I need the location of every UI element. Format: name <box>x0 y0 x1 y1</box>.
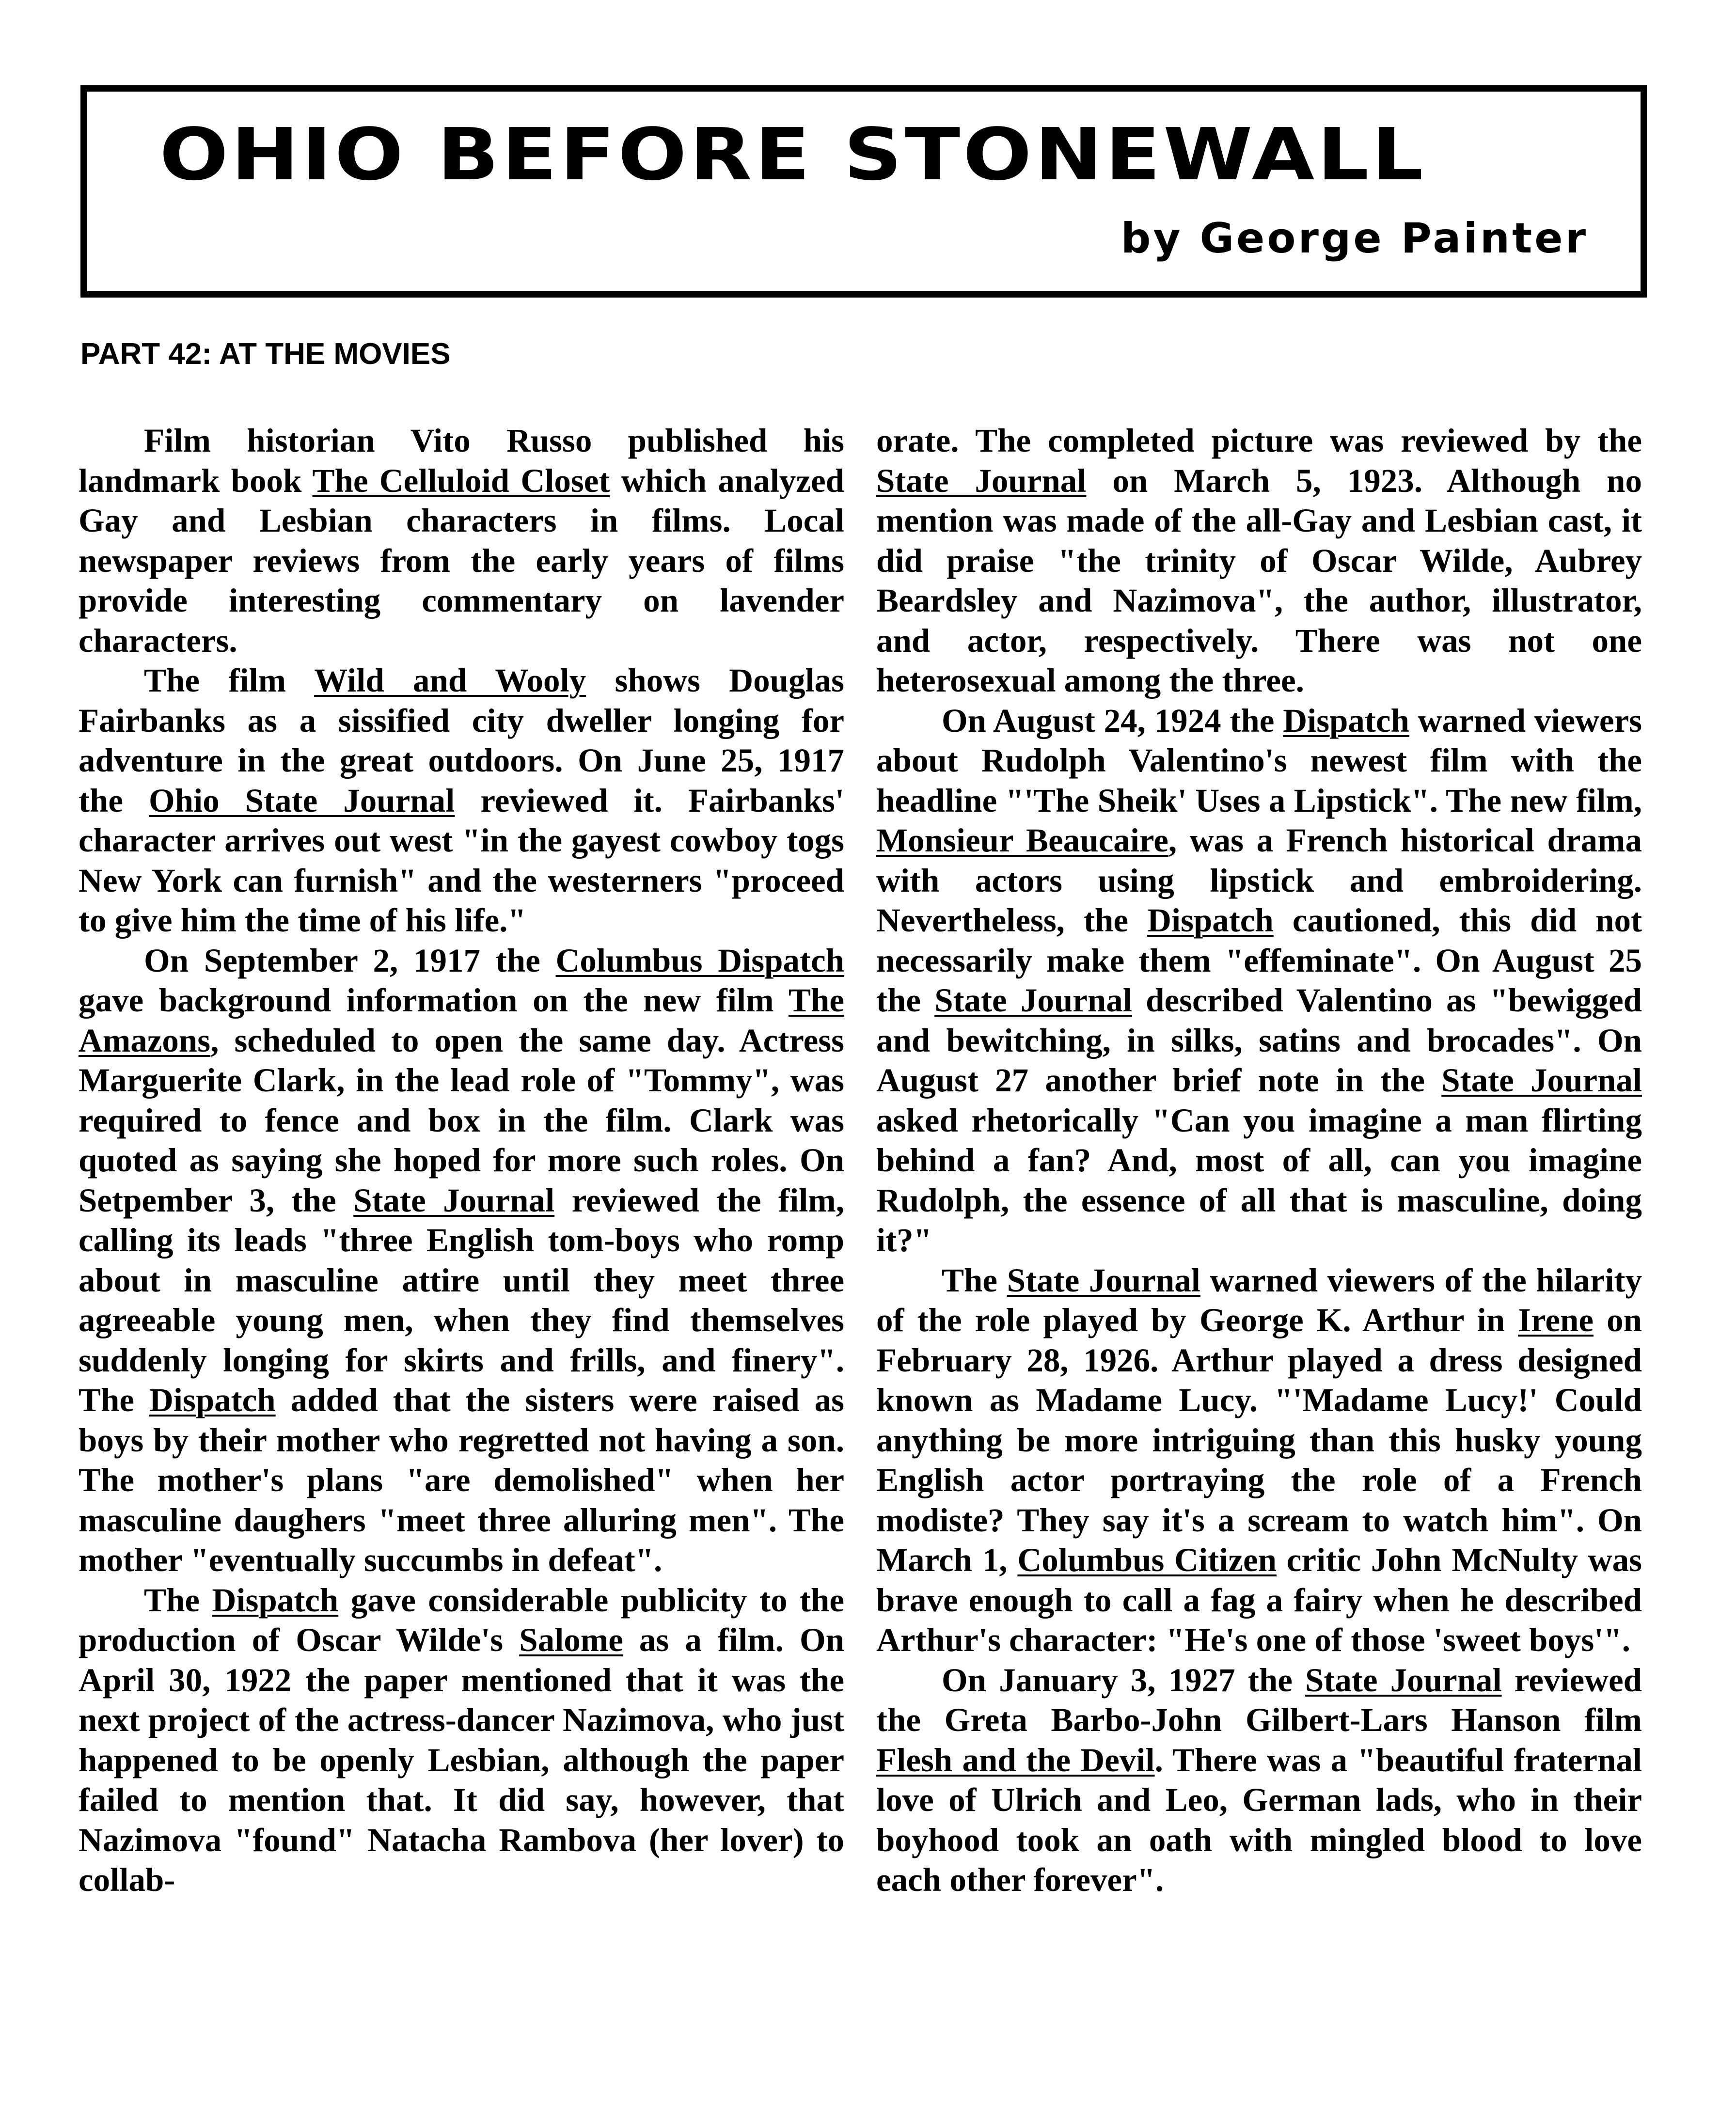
paragraph-wild-and-wooly: The film Wild and Wooly shows Douglas Fairbanks as a sissified city dweller longing for adventure in the great outdoors. On June 25, 1917 the Ohio State Journal reviewed it. Fairbanks' character arrives out west "in the gayest cowboy togs New York can furnish" and the westerners "proceed to give him the time of his life." <box>79 662 845 939</box>
film-title: Wild and Wooly <box>314 662 586 699</box>
film-title: The Amazons <box>79 982 844 1059</box>
byline: by George Painter <box>1121 214 1588 263</box>
paragraph-salome-continued: orate. The completed picture was reviewed by the State Journal on March 5, 1923. Although no mention was made of the all-Gay and Lesbian cast, it did praise "the trinity of Oscar Wilde, Aubrey Beardsley and Nazimova", the author, illustrator, and actor, respectively. There was not one heterosexual among the three. <box>876 422 1642 699</box>
film-title: Salome <box>519 1621 623 1658</box>
newspaper-name: Columbus Dispatch <box>555 942 844 979</box>
film-title: The Celluloid Closet <box>312 462 610 499</box>
paragraph-russo: Film historian Vito Russo published his landmark book The Celluloid Closet which analyzed Gay and Lesbian characters in films. Local newspaper reviews from the early years of films provide interesting commentary on lavender characters. <box>79 422 844 659</box>
newspaper-name: Dispatch <box>212 1581 339 1619</box>
newspaper-name: Ohio State Journal <box>149 782 455 819</box>
paragraph-the-amazons: On September 2, 1917 the Columbus Dispatch gave background information on the new film The Amazons, scheduled to open the same day. Actress Marguerite Clark, in the lead role of "Tommy", was required to fence and box in the film. Clark was quoted as saying she hoped for more such roles. On Setpember 3, the State Journal reviewed the film, calling its leads "three English tom-boys who romp about in masculine attire until they meet three agreeable young men, when they find themselves suddenly longing for skirts and frills, and finery". The Dispatch added that the sisters were raised as boys by their mother who regretted not having a son. The mother's plans "are demolished" when her masculine daughers "meet three alluring men". The mother "eventually succumbs in defeat". <box>79 942 845 1578</box>
newspaper-name: State Journal <box>1305 1661 1502 1699</box>
newspaper-name: State Journal <box>1007 1261 1200 1299</box>
newspaper-name: State Journal <box>1441 1062 1642 1099</box>
newspaper-name: Dispatch <box>149 1382 276 1418</box>
film-title: Monsieur Beaucaire <box>876 822 1168 859</box>
paragraph-valentino: On August 24, 1924 the Dispatch warned viewers about Rudolph Valentino's newest film with the headline "'The Sheik' Uses a Lipstick". The new film, Monsieur Beaucaire, was a French historical drama with actors using lipstick and embroidering. Nevertheless, the Dispatch cautioned, this did not necessarily make them "effeminate". On August 25 the State Journal described Valentino as "bewigged and bewitching, in silks, satins and brocades". On August 27 another brief note in the State Journal asked rhetorically "Can you imagine a man flirting behind a fan? And, most of all, can you imagine Rudolph, the essence of all that is masculine, doing it?" <box>876 702 1642 1259</box>
article-column-left <box>79 421 844 1900</box>
newspaper-name: Dispatch <box>1283 702 1409 739</box>
newspaper-name: Dispatch <box>1147 902 1274 939</box>
part-heading: PART 42: AT THE MOVIES <box>80 337 451 371</box>
newspaper-name: State Journal <box>934 982 1132 1019</box>
newspaper-name: Columbus Citizen <box>1017 1542 1277 1578</box>
masthead <box>80 85 1647 298</box>
paragraph-irene: The State Journal warned viewers of the hilarity of the role played by George K. Arthur in Irene on February 28, 1926. Arthur played a dress designed known as Madame Lucy. "'Madame Lucy!' Could anything be more intriguing than this husky young English actor portraying the role of a French modiste? They say it's a scream to watch him". On March 1, Columbus Citizen critic John McNulty was brave enough to call a fag a fairy when he described Arthur's character: "He's one of those 'sweet boys'". <box>876 1261 1642 1658</box>
film-title: Irene <box>1518 1302 1594 1338</box>
film-title: Flesh and the Devil <box>876 1741 1155 1778</box>
paragraph-salome: The Dispatch gave considerable publicity to the production of Oscar Wilde's Salome as a film. On April 30, 1922 the paper mentioned that it was the next project of the actress-dancer Nazimova, who just happened to be openly Lesbian, although the paper failed to mention that. It did say, however, that Nazimova "found" Natacha Rambova (her lover) to collab- <box>79 1581 844 1898</box>
newspaper-name: State Journal <box>353 1181 555 1219</box>
newspaper-name: State Journal <box>876 462 1087 499</box>
column-title: OHIO BEFORE STONEWALL <box>159 113 1426 196</box>
article-column-right <box>876 421 1642 1900</box>
paragraph-flesh-and-the-devil: On January 3, 1927 the State Journal reviewed the Greta Barbo-John Gilbert-Lars Hanson film Flesh and the Devil. There was a "beautiful fraternal love of Ulrich and Leo, German lads, who in their boyhood took an oath with mingled blood to love each other forever". <box>876 1661 1642 1898</box>
